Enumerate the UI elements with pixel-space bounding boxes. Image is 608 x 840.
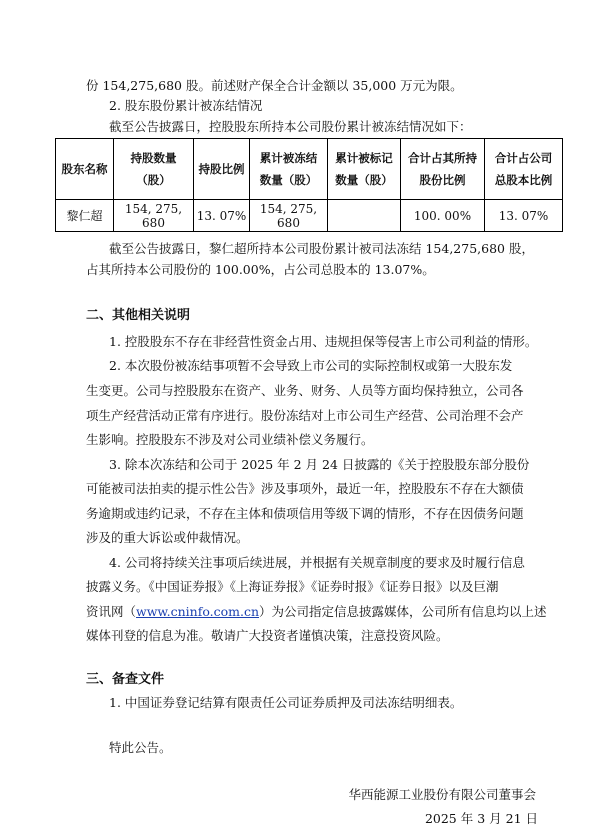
closing-notice: 特此公告。 <box>109 740 172 755</box>
text-line: 披露义务。《中国证券报》《上海证券报》《证券时报》《证券日报》以及巨潮 <box>86 579 499 594</box>
table-cell: 13. 07% <box>485 200 563 232</box>
text-line: 2. 本次股份被冻结事项暂不会导致上市公司的实际控制权或第一大股东发 <box>109 358 513 373</box>
signing-date: 2025 年 3 月 21 日 <box>424 811 538 826</box>
table-header-cell: 合计占公司 总股本比例 <box>485 139 563 200</box>
text-line: 生变更。公司与控股股东在资产、业务、财务、人员等方面均保持独立，公司各 <box>86 383 524 398</box>
signer-name: 华西能源工业股份有限公司董事会 <box>348 787 536 802</box>
text-line: 生影响。控股股东不涉及对公司业绩补偿义务履行。 <box>86 432 374 447</box>
frozen-shares-table <box>55 138 563 232</box>
table-cell: 154, 275, 680 <box>250 200 328 232</box>
section-heading: 三、备查文件 <box>86 672 165 687</box>
text-line: 涉及的重大诉讼或仲裁情况。 <box>86 530 249 545</box>
table-header-cell: 合计占其所持 股份比例 <box>401 139 485 200</box>
text-line: 项生产经营活动正常有序进行。股份冻结对上市公司生产经营、公司治理不会产 <box>86 408 524 423</box>
table-cell: 100. 00% <box>401 200 485 232</box>
text-line: 4. 公司将持续关注事项后续进展，并根据有关规章制度的要求及时履行信息 <box>109 555 525 570</box>
table-cell: 13. 07% <box>194 200 250 232</box>
table-cell: 154, 275, 680 <box>114 200 194 232</box>
text-line: 截至公告披露日，黎仁超所持本公司股份累计被司法冻结 154,275,680 股， <box>109 241 534 256</box>
table-row <box>56 200 563 232</box>
text-line: 占其所持本公司股份的 100.00%，占公司总股本的 13.07%。 <box>86 262 435 277</box>
table-cell <box>328 200 401 232</box>
text-line: 份 154,275,680 股。前述财产保全合计金额以 35,000 万元为限。 <box>86 78 463 93</box>
table-header-cell: 累计被冻结 数量（股） <box>250 139 328 200</box>
table-header-cell: 累计被标记 数量（股） <box>328 139 401 200</box>
table-header-cell: 持股比例 <box>194 139 250 200</box>
text-line: 3. 除本次冻结和公司于 2025 年 2 月 24 日披露的《关于控股股东部分股份 <box>109 457 530 472</box>
section-subtitle: 2. 股东股份累计被冻结情况 <box>109 98 263 113</box>
table-header-cell: 股东名称 <box>56 139 114 200</box>
cninfo-link[interactable]: www.cninfo.com.cn <box>136 604 260 619</box>
section-heading: 二、其他相关说明 <box>86 308 191 323</box>
text-line: 1. 中国证券登记结算有限责任公司证券质押及司法冻结明细表。 <box>109 695 463 710</box>
table-cell: 黎仁超 <box>56 200 114 232</box>
text-line: 1. 控股股东不存在非经营性资金占用、违规担保等侵害上市公司利益的情形。 <box>109 334 538 349</box>
text-line: 务逾期或违约记录，不存在主体和债项信用等级下调的情形，不存在因债务问题 <box>86 506 524 521</box>
text-line: 可能被司法拍卖的提示性公告》涉及事项外，最近一年，控股股东不存在大额债 <box>86 481 524 496</box>
text-line: 媒体刊登的信息为准。敬请广大投资者谨慎决策，注意投资风险。 <box>86 628 449 643</box>
table-header-row <box>56 139 563 200</box>
table-header-cell: 持股数量 （股） <box>114 139 194 200</box>
text-line: 资讯网（www.cninfo.com.cn）为公司指定信息披露媒体，公司所有信息均以上述 <box>86 604 547 619</box>
text-line: 截至公告披露日，控股股东所持本公司股份累计被冻结情况如下： <box>109 119 472 134</box>
